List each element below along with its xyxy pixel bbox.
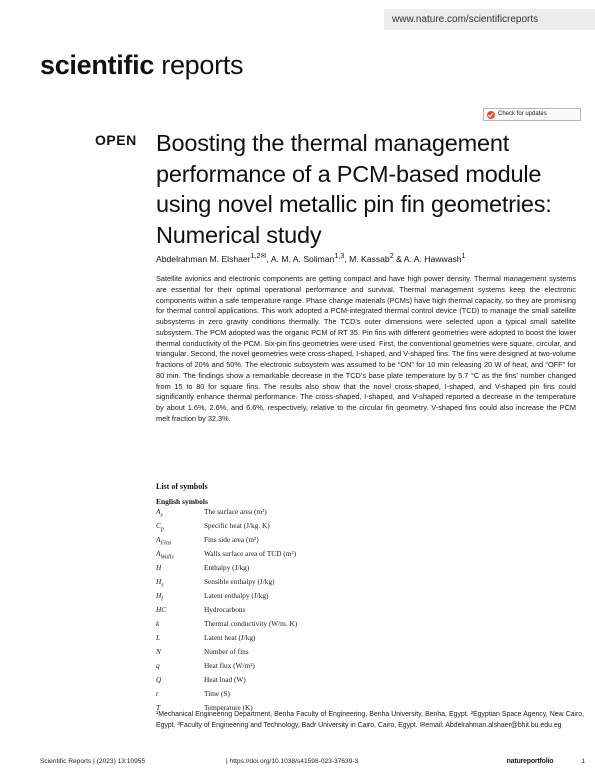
symbol-description: Hydrocarbons (204, 605, 246, 614)
symbol-description: Enthalpy (J/kg) (204, 563, 250, 572)
author-name[interactable]: A. A. Hawwash (403, 253, 462, 264)
symbol-description: The surface area (m²) (204, 507, 267, 516)
table-row (156, 661, 416, 675)
symbol-cell: HC (156, 605, 167, 614)
symbol-description: Heat load (W) (204, 675, 246, 684)
symbols-table (156, 507, 416, 717)
symbol-cell: $A_s$ (156, 507, 163, 519)
symbol-description: Heat flux (W/m²) (204, 661, 255, 670)
table-row (156, 633, 416, 647)
symbol-cell: t (156, 689, 159, 698)
page-footer (40, 758, 585, 765)
table-row (156, 591, 416, 605)
table-row (156, 647, 416, 661)
table-row (156, 507, 416, 521)
table-row (156, 619, 416, 633)
table-row (156, 563, 416, 577)
journal-url[interactable]: www.nature.com/scientificreports (384, 9, 595, 30)
symbol-description: Latent heat (J/kg) (204, 633, 256, 642)
author-affiliation-marker: 1,3 (334, 252, 345, 260)
author-affiliation-marker: 1 (461, 252, 466, 260)
doi-link[interactable]: | https://doi.org/10.1038/s41598-023-37639-3 (226, 758, 359, 765)
footer-volume: (2023) 13:10955 (96, 758, 146, 765)
check-updates-icon (487, 111, 495, 119)
open-access-label: OPEN (95, 132, 137, 148)
author-affiliation-marker: 1,2✉ (250, 252, 267, 260)
author-list: Abdelrahman M. Elshaer$^{1,2✉}$, A. M. A. Soliman$^{1,3}$, M. Kassab$^2$ & A. A. Hawwash$^1$ (156, 252, 466, 264)
list-of-symbols-heading: List of symbols (156, 482, 208, 491)
table-row (156, 549, 416, 563)
table-row (156, 675, 416, 689)
journal-logo (40, 48, 243, 82)
check-for-updates-button[interactable] (483, 108, 581, 121)
table-row (156, 521, 416, 535)
symbol-cell: Q (156, 675, 162, 684)
author-name[interactable]: Abdelrahman M. Elshaer (156, 253, 251, 264)
symbol-cell: $H_s$ (156, 577, 164, 589)
symbol-description: Latent enthalpy (J/kg) (204, 591, 269, 600)
affiliations: ¹Mechanical Engineering Department, Benha Faculty of Engineering, Benha University, Benha, Egypt. ²Egyptian Space Agency, New Cairo, Egypt. ³Faculty of Engineering and Technology, Badr University in Cairo, Cairo, Egypt. ✉email: Abdelrahman.alshaer@bhit.bu.edu.eg (156, 711, 584, 729)
symbol-cell: H (156, 563, 162, 572)
english-symbols-heading: English symbols (156, 497, 208, 506)
table-row (156, 689, 416, 703)
symbol-cell: $C_p$ (156, 521, 164, 533)
check-for-updates-label: Check for updates (498, 111, 547, 117)
symbol-description: Temperature (K) (204, 703, 253, 712)
abstract: Satellite avionics and electronic components are getting compact and have high power density. Thermal management systems are essential for their optimal operational performance and survival. Thermal management systems keep the electronic components within a safe temperature range. Phase change materials (PCMs) have high thermal capacity, so they are promising for thermal control applications. This work adopted a PCM-integrated thermal control device (TCD) to manage the small satellite subsystems in zero gravity conditions thermally. The TCD’s outer dimensions were selected upon a typical small satellite subsystem. The PCM adopted was the organic PCM of RT 35. Pin fins with different geometries were adopted to boost the lower thermal conductivity of the PCM. Six-pin fins geometries were used. First, the conventional geometries were square, circular, and triangular. Second, the novel geometries were cross-shaped, I-shaped, and V-shaped fins. The fins were designed at two-volume fractions of 20% and 50%. The electronic subsystem was assumed to be “ON” for 10 min releasing 20 W of heat, and “OFF” for 80 min. The findings show a remarkable decrease in the TCD’s base plate temperature by 5.7 °C as the fins’ number changed from 15 to 80 for square fins. The results also show that the novel cross-shaped, I-shaped, and V-shaped pin fins could significantly enhance thermal performance. The cross-shaped, I-shaped, and V-shaped reported a decrease in the temperature by about 1.6%, 2.6%, and 6.6%, respectively, relative to the circular fin geometry. V-shaped fins could also increase the PCM melt fraction by 32.3%. (156, 274, 576, 423)
footer-journal: Scientific Reports | (40, 758, 95, 765)
symbol-cell: q (156, 661, 160, 670)
page-number: 1 (581, 758, 585, 765)
symbol-description: Sensible enthalpy (J/kg) (204, 577, 275, 586)
table-row (156, 535, 416, 549)
journal-logo-bold: scientific (40, 50, 155, 80)
symbol-cell: N (156, 647, 161, 656)
footer-citation (40, 758, 226, 765)
symbol-cell: T (156, 703, 161, 712)
symbol-cell: $H_l$ (156, 591, 163, 603)
article-title: Boosting the thermal management performance of a PCM-based module using novel metallic pin fin geometries: Numerical study (156, 130, 552, 248)
symbol-cell: $A_{Walls}$ (156, 549, 174, 561)
table-row (156, 577, 416, 591)
symbol-description: Walls surface area of TCD (m²) (204, 549, 297, 558)
symbol-cell: $A_{Fins}$ (156, 535, 172, 547)
table-row (156, 605, 416, 619)
symbol-cell: k (156, 619, 160, 628)
journal-logo-regular: reports (161, 50, 244, 80)
symbol-description: Specific heat (J/kg. K) (204, 521, 270, 530)
author-name[interactable]: M. Kassab (349, 253, 390, 264)
symbol-cell: L (156, 633, 161, 642)
symbol-description: Time (S) (204, 689, 230, 698)
symbol-description: Thermal conductivity (W/m. K) (204, 619, 298, 628)
nature-portfolio-logo: natureportfolio (506, 758, 554, 765)
author-affiliation-marker: 2 (389, 252, 394, 260)
symbol-description: Number of fins (204, 647, 249, 656)
author-name[interactable]: A. M. A. Soliman (270, 253, 335, 264)
symbol-description: Fins side area (m²) (204, 535, 259, 544)
